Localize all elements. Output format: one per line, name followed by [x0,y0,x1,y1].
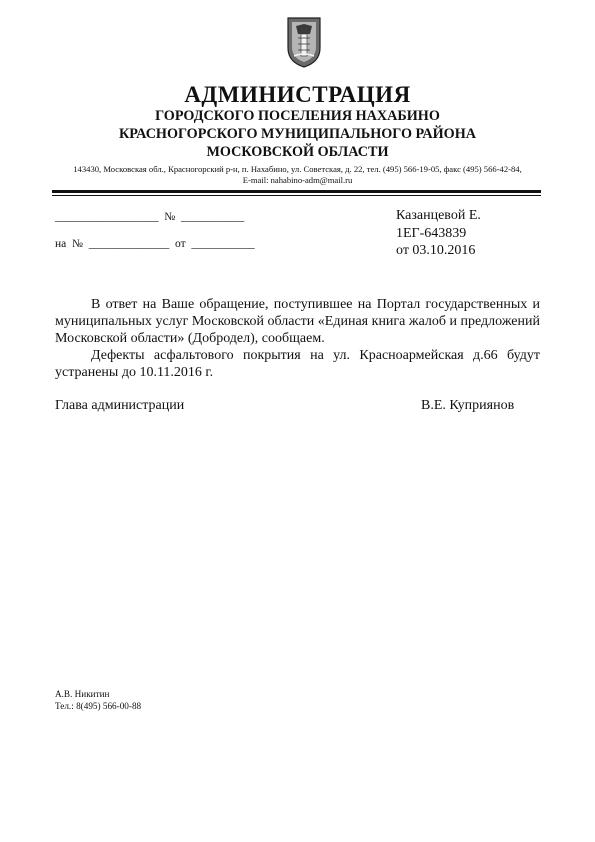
addressee-number: 1ЕГ-643839 [396,226,467,241]
addressee-date: от 03.10.2016 [396,243,476,258]
org-subtitle-line-3: МОСКОВСКОЙ ОБЛАСТИ [206,144,389,160]
org-subtitle-line-2: КРАСНОГОРСКОГО МУНИЦИПАЛЬНОГО РАЙОНА [119,126,476,142]
letter-body [55,296,540,381]
body-paragraph-2: Дефекты асфальтового покрытия на ул. Красноармейская д.66 будут устранены до 10.11.2016 г. [55,348,540,380]
signatory-position: Глава администрации [55,398,185,413]
org-address: 143430, Московская обл., Красногорский р-н, п. Нахабино, ул. Советская, д. 22, тел. (495) 566-19-05, факс (495) 566-42-84, [73,164,522,174]
signatory-name: В.Е. Куприянов [421,398,515,413]
incoming-reference-field: на № ______________ от ___________ [55,238,255,250]
header-divider-thin [52,195,541,196]
org-subtitle-line-1: ГОРОДСКОГО ПОСЕЛЕНИЯ НАХАБИНО [155,108,440,124]
body-paragraph-1: В ответ на Ваше обращение, поступившее на Портал государственных и муниципальных услуг Московской области «Единая книга жалоб и предложений Московской области» (Добродел), сообщаем. [55,297,540,346]
org-title: АДМИНИСТРАЦИЯ [184,82,411,107]
executor-phone: Тел.: 8(495) 566-00-88 [55,701,142,711]
addressee-name: Казанцевой Е. [396,208,481,223]
coat-of-arms-icon [286,16,322,68]
header-divider-thick [52,190,541,193]
org-email: E-mail: nahabino-adm@mail.ru [242,175,353,185]
executor-name: А.В. Никитин [55,689,110,699]
outgoing-number-field: __________________ № ___________ [55,211,245,223]
